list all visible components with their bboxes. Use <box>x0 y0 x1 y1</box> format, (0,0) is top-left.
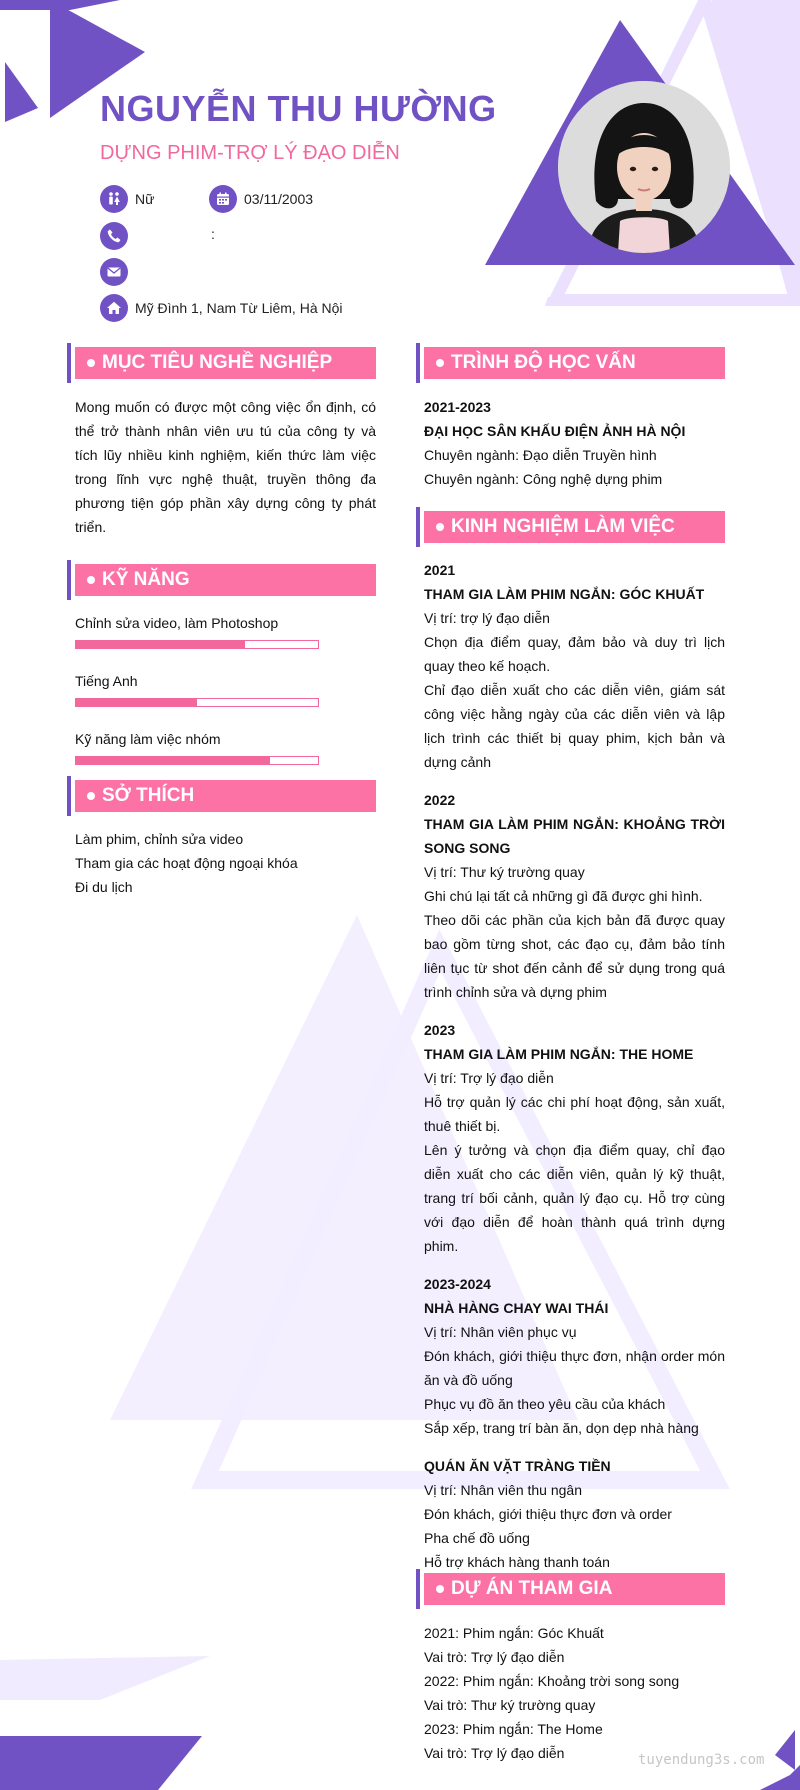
phone-row <box>100 222 135 250</box>
home-icon <box>100 294 128 322</box>
project-line: Vai trò: Thư ký trường quay <box>424 1697 596 1713</box>
skill-item <box>75 669 376 707</box>
email-row <box>100 258 135 286</box>
avatar-portrait <box>558 81 730 253</box>
deco-top-left-strip <box>0 0 120 10</box>
project-line: 2023: Phim ngắn: The Home <box>424 1721 603 1737</box>
job-year: 2023 <box>424 1022 456 1038</box>
candidate-name: NGUYỄN THU HƯỜNG <box>100 88 497 129</box>
deco-bottom-left-purple <box>0 1736 202 1790</box>
experience-heading: KINH NGHIỆM LÀM VIỆC <box>451 516 675 537</box>
phone-icon <box>100 222 128 250</box>
job-entry <box>424 558 725 774</box>
hobby-item: Đi du lịch <box>75 879 133 895</box>
gender-value: Nữ <box>135 191 155 207</box>
job-title: THAM GIA LÀM PHIM NGẮN: KHOẢNG TRỜI SONG SONG <box>424 816 725 856</box>
education-heading: TRÌNH ĐỘ HỌC VẤN <box>451 352 636 373</box>
job-line: Phục vụ đồ ăn theo yêu cầu của khách <box>424 1396 666 1412</box>
job-year: 2023-2024 <box>424 1276 491 1292</box>
education-period: 2021-2023 <box>424 399 491 415</box>
job-year: 2022 <box>424 792 456 808</box>
calendar-icon <box>209 185 237 213</box>
skill-name: Tiếng Anh <box>75 673 138 689</box>
job-entry <box>424 1272 725 1440</box>
project-line: 2021: Phim ngắn: Góc Khuất <box>424 1625 604 1641</box>
objective-heading: MỤC TIÊU NGHỀ NGHIỆP <box>102 352 333 373</box>
job-title: THAM GIA LÀM PHIM NGẮN: GÓC KHUẤT <box>424 586 705 602</box>
job-line: Hỗ trợ quản lý các chi phí hoạt động, sản xuất, thuê thiết bị. <box>424 1094 725 1134</box>
skill-name: Chỉnh sửa video, làm Photoshop <box>75 615 279 631</box>
experience-list <box>424 558 725 1588</box>
skill-name: Kỹ năng làm việc nhóm <box>75 731 221 747</box>
hobbies-list <box>75 827 376 899</box>
job-title: NHÀ HÀNG CHAY WAI THÁI <box>424 1300 609 1316</box>
skills-header <box>75 564 376 596</box>
job-line: Ghi chú lại tất cả những gì đã được ghi hình. <box>424 888 703 904</box>
education-school: ĐẠI HỌC SÂN KHẤU ĐIỆN ẢNH HÀ NỘI <box>424 423 686 439</box>
birthdate-value: 03/11/2003 <box>244 191 314 207</box>
education-line: Chuyên ngành: Đạo diễn Truyền hình <box>424 447 657 463</box>
job-entry <box>424 1454 725 1574</box>
job-title: THAM GIA LÀM PHIM NGẮN: THE HOME <box>424 1046 694 1062</box>
skill-fill <box>76 757 270 764</box>
projects-heading: DỰ ÁN THAM GIA <box>451 1578 613 1599</box>
candidate-title: DỰNG PHIM-TRỢ LÝ ĐẠO DIỄN <box>100 142 400 164</box>
job-position: Vị trí: Nhân viên phục vụ <box>424 1324 577 1340</box>
skill-item <box>75 611 376 649</box>
skill-bar <box>75 640 319 649</box>
avatar <box>558 81 730 253</box>
job-position: Vị trí: Thư ký trường quay <box>424 864 585 880</box>
address-value: Mỹ Đình 1, Nam Từ Liêm, Hà Nội <box>135 300 343 316</box>
address-row <box>100 294 343 322</box>
deco-bottom-right-triangle <box>775 1730 795 1770</box>
projects-header <box>424 1573 725 1605</box>
job-line: Chỉ đạo diễn xuất cho các diễn viên, giám sát công việc hằng ngày của các diễn viên và lập lịch trình các thiết bị quay phim, kịch bản và dựng cảnh <box>424 682 725 770</box>
job-line: Pha chế đồ uống <box>424 1530 530 1546</box>
watermark: tuyendung3s.com <box>638 1752 765 1768</box>
gender-row <box>100 185 154 213</box>
job-line: Theo dõi các phần của kịch bản đã được quay bao gồm từng shot, các đạo cụ, đảm bảo tính liên tục từ shot đến cảnh để sử dụng trong quá trình chỉnh sửa và dựng phim <box>424 912 725 1000</box>
experience-header <box>424 511 725 543</box>
objective-header <box>75 347 376 379</box>
job-title: QUÁN ĂN VẶT TRÀNG TIỀN <box>424 1458 611 1474</box>
education-block <box>424 395 725 491</box>
project-line: Vai trò: Trợ lý đạo diễn <box>424 1649 565 1665</box>
education-line: Chuyên ngành: Công nghệ dựng phim <box>424 471 663 487</box>
deco-top-left-corner <box>5 62 38 122</box>
education-header <box>424 347 725 379</box>
deco-bottom-left-light <box>0 1656 210 1700</box>
job-year: 2021 <box>424 562 456 578</box>
skills-list <box>75 611 376 785</box>
job-line: Chọn địa điểm quay, đảm bảo và duy trì lịch quay theo kế hoạch. <box>424 634 725 674</box>
skills-heading: KỸ NĂNG <box>102 569 190 590</box>
hobby-item: Làm phim, chỉnh sửa video <box>75 831 244 847</box>
projects-list <box>424 1621 725 1765</box>
objective-text: Mong muốn có được một công việc ổn định, có thể trở thành nhân viên ưu tú của công ty và tích lũy nhiều kinh nghiệm, kiến thức làm việc trong lĩnh vực nghệ thuật, truyền thông đa phương tiện góp phần xây dựng công ty phát triển. <box>75 399 376 535</box>
job-entry <box>424 1018 725 1258</box>
job-line: Hỗ trợ khách hàng thanh toán <box>424 1554 610 1570</box>
people-icon <box>100 185 128 213</box>
birthdate-row <box>209 185 313 213</box>
job-line: Đón khách, giới thiệu thực đơn và order <box>424 1506 672 1522</box>
mail-icon <box>100 258 128 286</box>
job-line: Sắp xếp, trang trí bàn ăn, dọn dẹp nhà hàng <box>424 1420 699 1436</box>
skill-bar <box>75 698 319 707</box>
job-line: Đón khách, giới thiệu thực đơn, nhận order món ăn và đồ uống <box>424 1348 725 1388</box>
hobbies-header <box>75 780 376 812</box>
job-position: Vị trí: Trợ lý đạo diễn <box>424 1070 554 1086</box>
skill-item <box>75 727 376 765</box>
hobby-item: Tham gia các hoạt động ngoại khóa <box>75 855 298 871</box>
skill-fill <box>76 641 245 648</box>
job-position: Vị trí: Nhân viên thu ngân <box>424 1482 582 1498</box>
skill-fill <box>76 699 197 706</box>
project-line: Vai trò: Trợ lý đạo diễn <box>424 1745 565 1761</box>
job-entry <box>424 788 725 1004</box>
job-line: Lên ý tưởng và chọn địa điểm quay, chỉ đạo diễn xuất cho các diễn viên, quản lý kỹ thuật, trang trí bối cảnh, quản lý đạo cụ. Hỗ trợ cùng với đạo diễn để hoàn thành quá trình dựng phim. <box>424 1142 725 1254</box>
phone-separator: : <box>211 226 215 242</box>
project-line: 2022: Phim ngắn: Khoảng trời song song <box>424 1673 680 1689</box>
hobbies-heading: SỞ THÍCH <box>102 785 195 806</box>
skill-bar <box>75 756 319 765</box>
job-position: Vị trí: trợ lý đạo diễn <box>424 610 550 626</box>
